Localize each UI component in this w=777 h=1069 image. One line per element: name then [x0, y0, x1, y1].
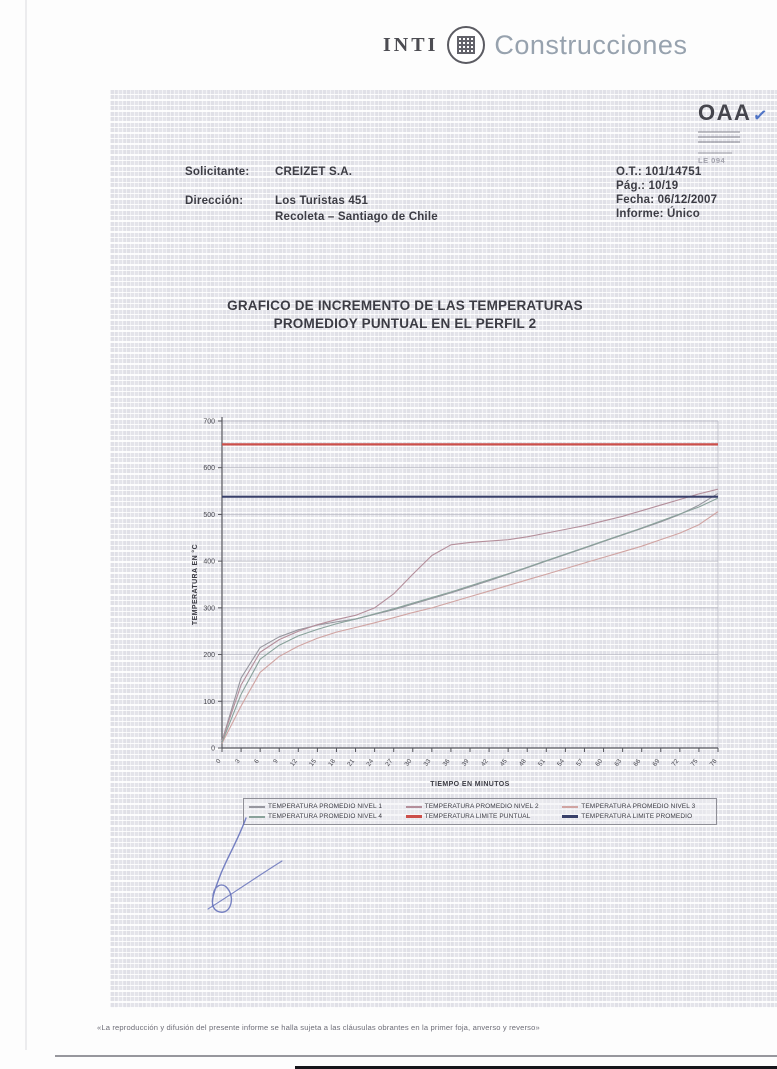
inti-header — [383, 26, 687, 64]
y-tick-label: 100 — [203, 698, 215, 706]
y-tick-label: 400 — [203, 558, 215, 566]
x-tick-label: 54 — [556, 757, 566, 768]
x-tick-label: 27 — [384, 757, 395, 768]
x-tick-label: 33 — [422, 757, 433, 768]
direccion-line1: Los Turistas 451 — [275, 195, 369, 207]
chart-title-line2: PROMEDIOY PUNTUAL EN EL PERFIL 2 — [273, 316, 537, 331]
x-tick-label: 36 — [441, 757, 452, 768]
x-axis-title: TIEMPO EN MINUTOS — [430, 781, 510, 788]
legend-label: TEMPERATURA LIMITE PROMEDIO — [581, 813, 693, 820]
inti-grid-icon — [457, 36, 475, 54]
x-tick-label: 9 — [272, 757, 280, 766]
legend-item — [562, 803, 711, 810]
x-tick-label: 69 — [651, 757, 662, 768]
y-tick-label: 200 — [203, 652, 215, 660]
y-tick-label: 300 — [203, 605, 215, 613]
page-number: Pág.: 10/19 — [616, 180, 679, 192]
x-tick-label: 18 — [327, 757, 338, 768]
y-tick-label: 700 — [203, 418, 215, 426]
legend-line-swatch — [406, 815, 422, 818]
legend-line-swatch — [562, 806, 578, 808]
x-tick-label: 48 — [517, 757, 528, 768]
series-line — [222, 493, 718, 741]
inti-logo-icon — [447, 26, 485, 64]
direccion-line2: Recoleta – Santiago de Chile — [275, 211, 438, 223]
x-tick-label: 66 — [632, 757, 643, 768]
x-tick-label: 39 — [460, 757, 471, 768]
x-tick-label: 42 — [479, 757, 490, 768]
temperature-line-chart — [185, 405, 745, 805]
x-tick-label: 0 — [214, 757, 223, 766]
x-tick-label: 57 — [575, 757, 586, 768]
handwritten-signature — [180, 812, 310, 920]
x-tick-label: 3 — [233, 757, 242, 766]
oaa-fine-print — [698, 129, 740, 143]
x-tick-label: 21 — [346, 757, 357, 768]
legend-label: TEMPERATURA LIMITE PUNTUAL — [424, 813, 531, 820]
x-tick-label: 6 — [253, 757, 261, 766]
oaa-logo-text: OAA — [698, 100, 752, 125]
x-tick-label: 24 — [365, 757, 376, 768]
oaa-checkmark-icon: ✓ — [752, 105, 769, 126]
x-tick-label: 72 — [670, 757, 681, 768]
y-axis-title: TEMPERATURA EN °C — [192, 543, 199, 626]
x-tick-label: 60 — [594, 757, 605, 768]
legend-line-swatch — [249, 806, 265, 808]
oaa-registry-code: LE 094 — [698, 156, 726, 165]
solicitante-value: CREIZET S.A. — [275, 166, 353, 178]
x-tick-label: 30 — [403, 757, 414, 768]
chart-title — [110, 297, 700, 333]
report-date: Fecha: 06/12/2007 — [616, 194, 718, 206]
x-tick-label: 63 — [613, 757, 624, 768]
x-tick-label: 15 — [308, 757, 318, 768]
scan-bottom-rule — [55, 1055, 777, 1057]
solicitante-label: Solicitante: — [185, 166, 250, 178]
chart-title-line1: GRAFICO DE INCREMENTO DE LAS TEMPERATURAS — [227, 298, 583, 313]
x-tick-label: 45 — [498, 757, 509, 768]
x-tick-label: 12 — [288, 757, 299, 768]
x-tick-label: 75 — [689, 757, 700, 768]
legend-label: TEMPERATURA PROMEDIO NIVEL 4 — [268, 813, 383, 820]
scan-edge-artifact — [25, 0, 27, 1050]
legend-label: TEMPERATURA PROMEDIO NIVEL 3 — [581, 803, 696, 810]
legend-item — [562, 813, 711, 820]
legend-label: TEMPERATURA PROMEDIO NIVEL 1 — [268, 803, 383, 810]
legend-line-swatch — [562, 815, 578, 818]
footer-legal-note: «La reproducción y difusión del presente informe se halla sujeta a las cláusulas obrantes en la primer foja, anverso y reverso» — [97, 1023, 540, 1032]
inti-logo-text: INTI — [383, 33, 439, 56]
legend-line-swatch — [406, 806, 422, 808]
legend-item — [406, 803, 561, 810]
x-tick-label: 78 — [708, 757, 719, 768]
division-name: Construcciones — [494, 29, 688, 60]
report-type: Informe: Único — [616, 208, 700, 220]
series-line — [222, 512, 718, 744]
legend-label: TEMPERATURA PROMEDIO NIVEL 2 — [424, 803, 539, 810]
oaa-accreditation-stamp — [698, 100, 777, 165]
oaa-fine-print-2 — [698, 151, 732, 154]
series-line — [222, 498, 718, 742]
y-tick-label: 600 — [203, 465, 215, 473]
chart-legend — [243, 798, 717, 825]
x-tick-label: 51 — [536, 757, 547, 768]
y-tick-label: 500 — [203, 511, 215, 519]
ot-number: O.T.: 101/14751 — [616, 166, 702, 178]
legend-item — [406, 813, 561, 820]
y-tick-label: 0 — [211, 745, 215, 753]
legend-item — [249, 803, 404, 810]
direccion-label: Dirección: — [185, 195, 244, 207]
